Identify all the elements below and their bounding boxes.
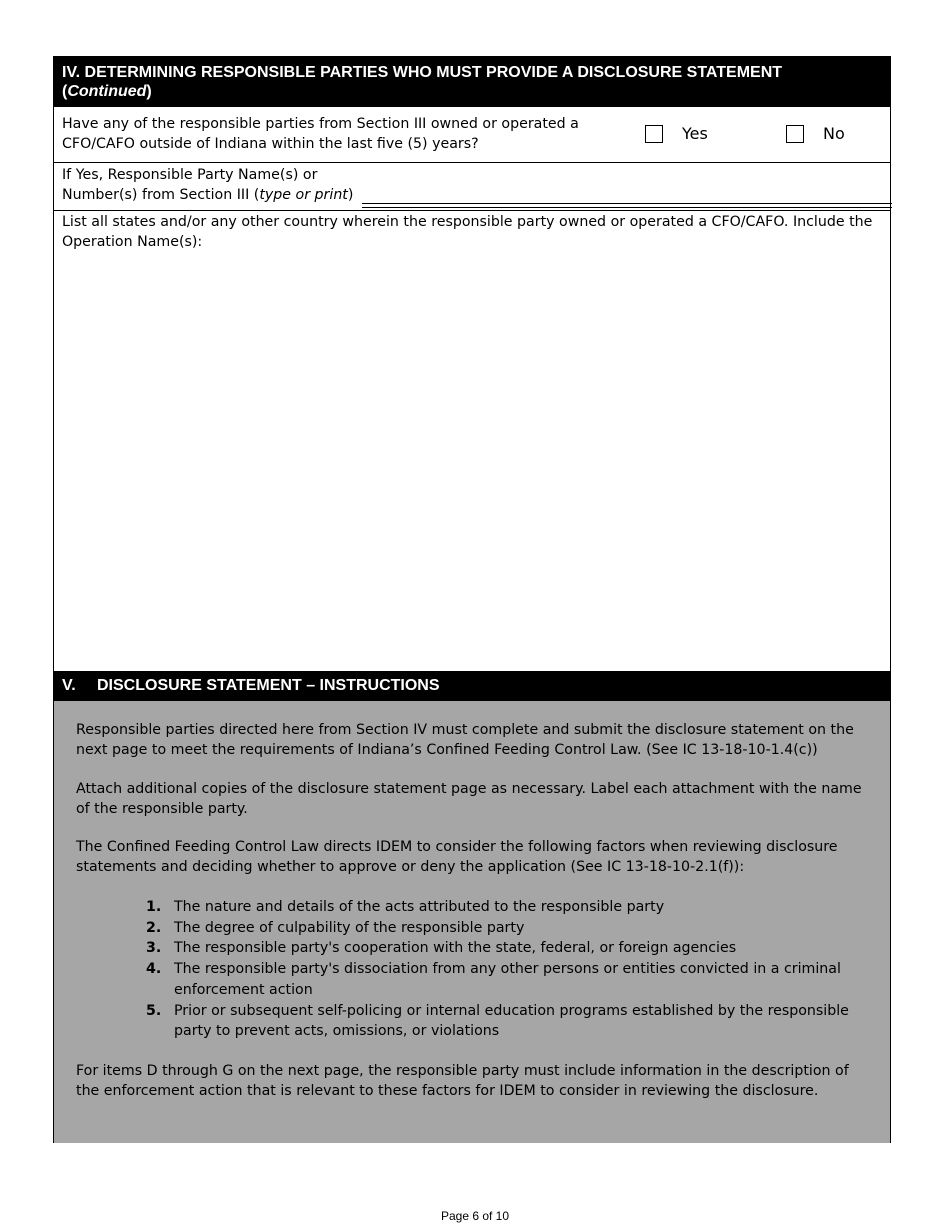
responsible-party-names-field[interactable] — [362, 203, 892, 204]
section-5-title: DISCLOSURE STATEMENT – INSTRUCTIONS — [97, 677, 440, 694]
list-item: 3. The responsible party's cooperation with the state, federal, or foreign agencies — [146, 940, 737, 957]
continued-label: Continued — [67, 83, 147, 100]
instructions-paragraph: The Confined Feeding Control Law directs IDEM to consider the following factors when reviewing disclosure statements and deciding whether to approve or deny the application (See IC 13-18-10-2.1(f)): — [76, 839, 838, 875]
list-item: 5. Prior or subsequent self-policing or internal education programs established by the responsible party to prevent acts, omissions, or violations — [146, 1002, 849, 1040]
responsible-party-names-label: If Yes, Responsible Party Name(s) or Number(s) from Section III (type or print) — [62, 167, 354, 203]
instructions-paragraph: For items D through G on the next page, the responsible party must include information in the description of the enforcement action that is relevant to these factors for IDEM to consider in reviewing the disclosure. — [76, 1063, 849, 1099]
no-label: No — [823, 124, 845, 143]
section-5-header — [54, 671, 890, 701]
responsible-party-names-row — [54, 163, 890, 211]
page-number: Page 6 of 10 — [440, 1209, 510, 1223]
disclosure-form — [53, 56, 891, 1143]
section-4-title: IV. DETERMINING RESPONSIBLE PARTIES WHO MUST PROVIDE A DISCLOSURE STATEMENT — [62, 64, 783, 81]
section-5-number: V. — [62, 677, 76, 694]
factors-list — [146, 897, 876, 1042]
yes-checkbox[interactable] — [645, 125, 663, 143]
list-item: 2. The degree of culpability of the responsible party — [146, 919, 525, 936]
no-checkbox[interactable] — [786, 125, 804, 143]
type-or-print-hint: type or print — [259, 187, 348, 203]
instructions-panel — [54, 701, 890, 1143]
states-countries-area[interactable] — [54, 211, 890, 671]
field-underline — [362, 207, 892, 208]
outside-indiana-question: Have any of the responsible parties from Section III owned or operated a CFO/CAFO outside of Indiana within the last five (5) years? — [62, 116, 579, 152]
section-4-header: IV. DETERMINING RESPONSIBLE PARTIES WHO MUST PROVIDE A DISCLOSURE STATEMENT (Continued) — [54, 57, 890, 107]
yes-label: Yes — [682, 124, 708, 143]
instructions-paragraph: Attach additional copies of the disclosure statement page as necessary. Label each attachment with the name of the responsible party. — [76, 781, 862, 817]
outside-indiana-question-row — [54, 107, 890, 163]
list-item: 1. The nature and details of the acts attributed to the responsible party — [146, 899, 665, 915]
states-countries-question: List all states and/or any other country wherein the responsible party owned or operated a CFO/CAFO. Include the Operation Name(s): — [62, 214, 873, 250]
list-item: 4. The responsible party's dissociation from any other persons or entities convicted in a criminal enforcement action — [146, 961, 841, 998]
instructions-paragraph: Responsible parties directed here from Section IV must complete and submit the disclosure statement on the next page to meet the requirements of Indiana’s Confined Feeding Control Law. (See IC 13-18-10-1.4(c)) — [76, 722, 854, 758]
